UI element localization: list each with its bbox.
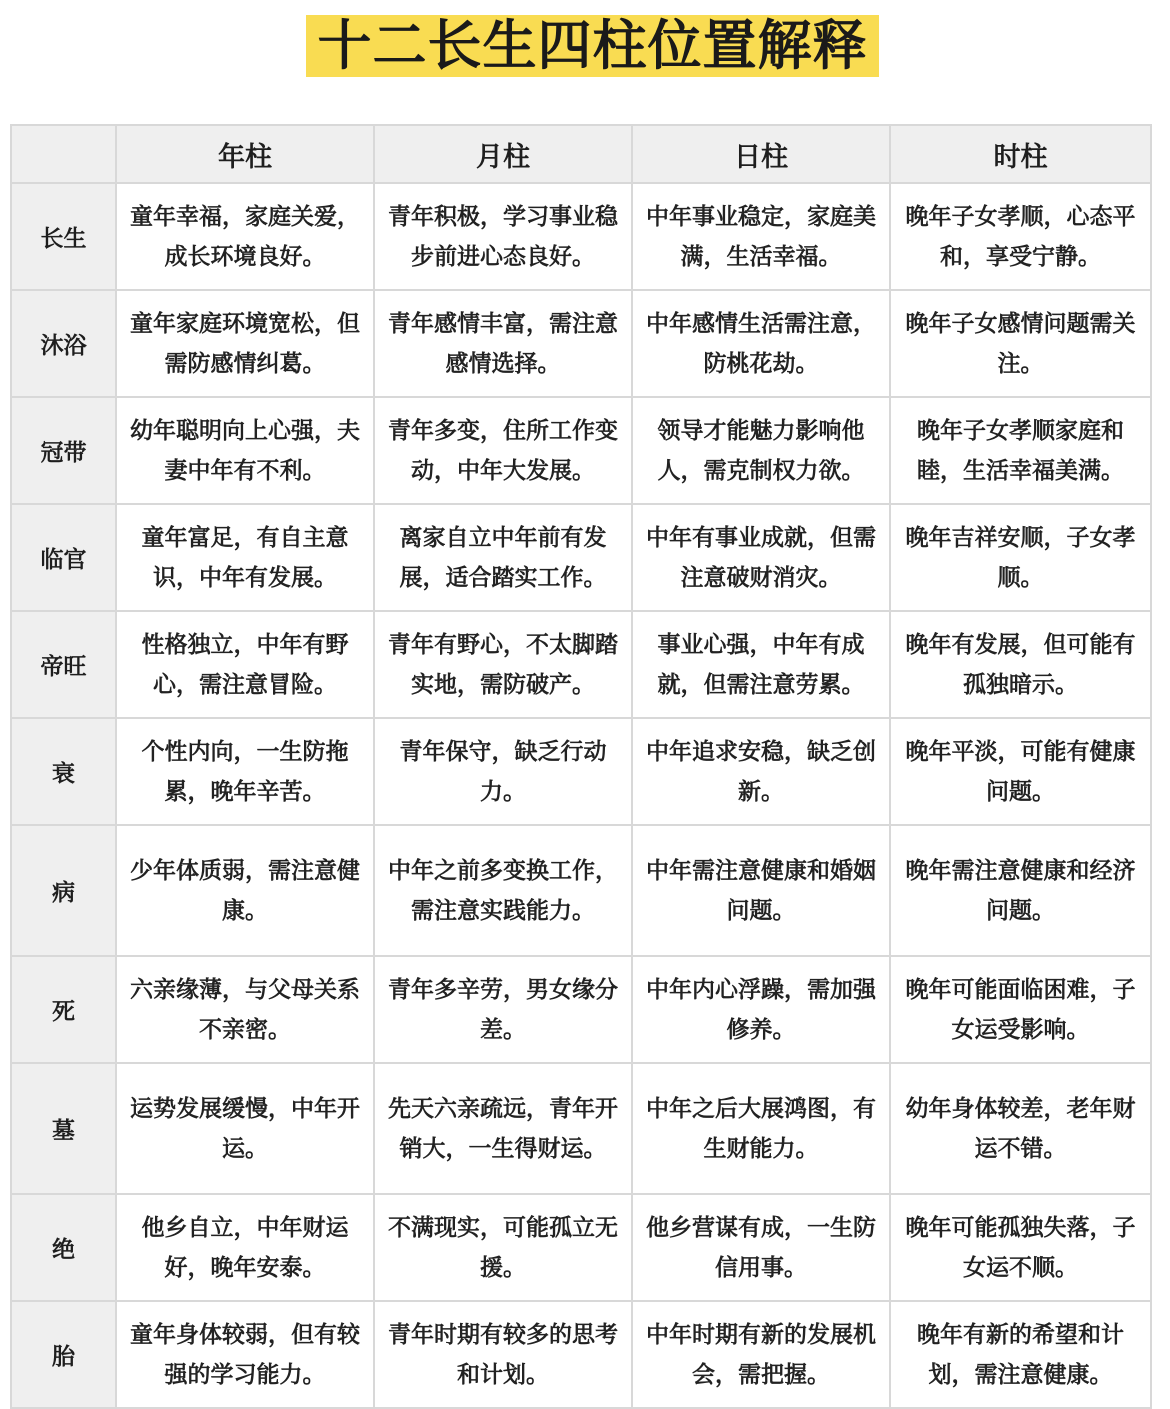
table-row: [11, 1063, 1151, 1194]
table-cell: 幼年身体较差，老年财运不错。: [890, 1063, 1151, 1194]
table-cell: 晚年有发展，但可能有孤独暗示。: [890, 611, 1151, 718]
table-cell: 离家自立中年前有发展，适合踏实工作。: [374, 504, 632, 611]
stage-label: 冠带: [11, 397, 116, 504]
title-banner: [306, 15, 879, 77]
table-cell: 晚年需注意健康和经济问题。: [890, 825, 1151, 956]
table-row: [11, 611, 1151, 718]
table-cell: 他乡营谋有成，一生防信用事。: [632, 1194, 890, 1301]
table-cell: 青年保守，缺乏行动力。: [374, 718, 632, 825]
table-cell: 青年感情丰富，需注意感情选择。: [374, 290, 632, 397]
table-cell: 青年积极，学习事业稳步前进心态良好。: [374, 183, 632, 290]
table-cell: 青年多变，住所工作变动，中年大发展。: [374, 397, 632, 504]
table-cell: 晚年可能面临困难，子女运受影响。: [890, 956, 1151, 1063]
stage-label: 长生: [11, 183, 116, 290]
table-cell: 青年多辛劳，男女缘分差。: [374, 956, 632, 1063]
table-cell: 青年时期有较多的思考和计划。: [374, 1301, 632, 1408]
stage-label: 临官: [11, 504, 116, 611]
table-cell: 中年感情生活需注意，防桃花劫。: [632, 290, 890, 397]
table-cell: 幼年聪明向上心强，夫妻中年有不利。: [116, 397, 374, 504]
header-month-pillar: 月柱: [374, 125, 632, 183]
table-cell: 童年幸福，家庭关爱，成长环境良好。: [116, 183, 374, 290]
stage-label: 绝: [11, 1194, 116, 1301]
table-row: [11, 397, 1151, 504]
table-row: [11, 956, 1151, 1063]
header-hour-pillar: 时柱: [890, 125, 1151, 183]
table-cell: 中年时期有新的发展机会，需把握。: [632, 1301, 890, 1408]
table-cell: 性格独立，中年有野心，需注意冒险。: [116, 611, 374, 718]
table-cell: 中年事业稳定，家庭美满，生活幸福。: [632, 183, 890, 290]
table-cell: 先天六亲疏远，青年开销大，一生得财运。: [374, 1063, 632, 1194]
page-title: 十二长生四柱位置解释: [317, 14, 868, 77]
header-row: [11, 125, 1151, 183]
table-cell: 事业心强，中年有成就，但需注意劳累。: [632, 611, 890, 718]
table-row: [11, 1194, 1151, 1301]
table-row: [11, 183, 1151, 290]
stage-label: 病: [11, 825, 116, 956]
table-cell: 童年身体较弱，但有较强的学习能力。: [116, 1301, 374, 1408]
table-row: [11, 290, 1151, 397]
stage-label: 胎: [11, 1301, 116, 1408]
table-cell: 晚年子女感情问题需关注。: [890, 290, 1151, 397]
table-row: [11, 504, 1151, 611]
table-cell: 晚年子女孝顺家庭和睦，生活幸福美满。: [890, 397, 1151, 504]
table-cell: 六亲缘薄，与父母关系不亲密。: [116, 956, 374, 1063]
table-row: [11, 1301, 1151, 1408]
table-cell: 青年有野心，不太脚踏实地，需防破产。: [374, 611, 632, 718]
table-cell: 领导才能魅力影响他人，需克制权力欲。: [632, 397, 890, 504]
table-cell: 中年内心浮躁，需加强修养。: [632, 956, 890, 1063]
table-cell: 他乡自立，中年财运好，晚年安泰。: [116, 1194, 374, 1301]
stage-label: 墓: [11, 1063, 116, 1194]
table-row: [11, 718, 1151, 825]
table-row: [11, 825, 1151, 956]
table-cell: 童年家庭环境宽松，但需防感情纠葛。: [116, 290, 374, 397]
table-cell: 晚年吉祥安顺，子女孝顺。: [890, 504, 1151, 611]
stage-label: 帝旺: [11, 611, 116, 718]
table-cell: 晚年子女孝顺，心态平和，享受宁静。: [890, 183, 1151, 290]
table-cell: 中年追求安稳，缺乏创新。: [632, 718, 890, 825]
table-cell: 晚年有新的希望和计划，需注意健康。: [890, 1301, 1151, 1408]
stage-label: 衰: [11, 718, 116, 825]
table-cell: 中年之后大展鸿图，有生财能力。: [632, 1063, 890, 1194]
table-cell: 中年有事业成就，但需注意破财消灾。: [632, 504, 890, 611]
stages-table: [10, 124, 1152, 1409]
table-cell: 个性内向，一生防拖累，晚年辛苦。: [116, 718, 374, 825]
table-cell: 中年之前多变换工作，需注意实践能力。: [374, 825, 632, 956]
table-cell: 中年需注意健康和婚姻问题。: [632, 825, 890, 956]
stage-label: 沐浴: [11, 290, 116, 397]
table-cell: 少年体质弱，需注意健康。: [116, 825, 374, 956]
table-cell: 不满现实，可能孤立无援。: [374, 1194, 632, 1301]
header-day-pillar: 日柱: [632, 125, 890, 183]
table-cell: 晚年平淡，可能有健康问题。: [890, 718, 1151, 825]
header-corner: [11, 125, 116, 183]
table-cell: 晚年可能孤独失落，子女运不顺。: [890, 1194, 1151, 1301]
stage-label: 死: [11, 956, 116, 1063]
header-year-pillar: 年柱: [116, 125, 374, 183]
table-cell: 童年富足，有自主意识，中年有发展。: [116, 504, 374, 611]
table-cell: 运势发展缓慢，中年开运。: [116, 1063, 374, 1194]
